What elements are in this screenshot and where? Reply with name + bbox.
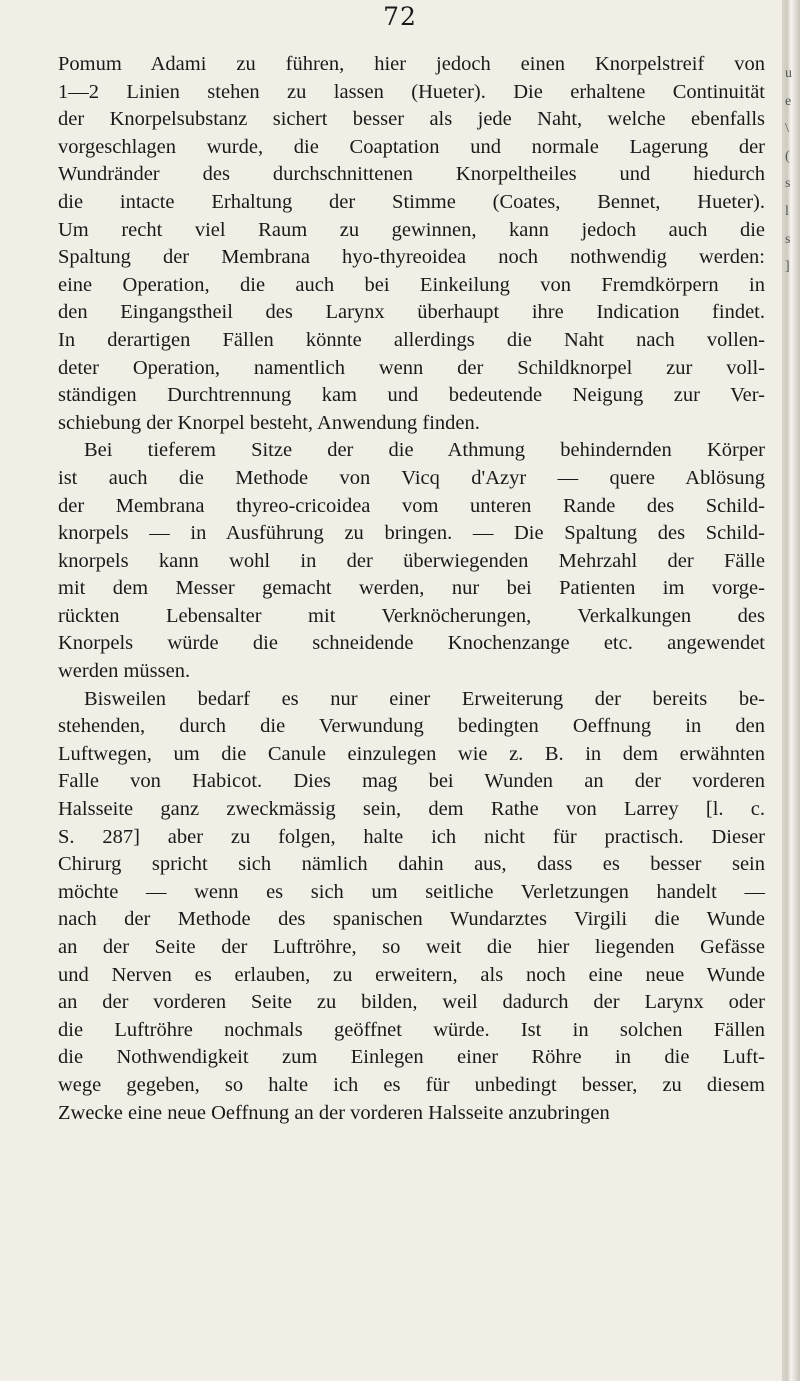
text-line: und Nerven es erlauben, zu erweitern, als noch eine neue Wunde	[58, 963, 765, 986]
text-line: wege gegeben, so halte ich es für unbedingt besser, zu diesem	[58, 1073, 765, 1096]
text-line: schiebung der Knorpel besteht, Anwendung finden.	[58, 411, 480, 434]
text-line: Bei tieferem Sitze der die Athmung behindernden Körper	[84, 439, 765, 462]
text-line: Bisweilen bedarf es nur einer Erweiterung der bereits be-	[84, 687, 765, 710]
edge-mark: (	[785, 148, 790, 164]
text-line: die Luftröhre nochmals geöffnet würde. Ist in solchen Fällen	[58, 1018, 765, 1041]
text-line: S. 287] aber zu folgen, halte ich nicht für practisch. Dieser	[58, 825, 765, 848]
edge-mark: l	[785, 203, 789, 219]
text-line: ständigen Durchtrennung kam und bedeutende Neigung zur Ver-	[58, 384, 765, 407]
adjacent-page-marks	[785, 60, 797, 281]
text-line: den Eingangstheil des Larynx überhaupt ihre Indication findet.	[58, 301, 765, 324]
text-line: möchte — wenn es sich um seitliche Verletzungen handelt —	[58, 880, 765, 903]
edge-mark: u	[785, 66, 792, 81]
text-line: die Nothwendigkeit zum Einlegen einer Röhre in die Luft-	[58, 1046, 765, 1069]
text-line: Um recht viel Raum zu gewinnen, kann jedoch auch die	[58, 218, 765, 241]
text-line: vorgeschlagen wurde, die Coaptation und normale Lagerung der	[58, 135, 765, 158]
text-line: stehenden, durch die Verwundung bedingten Oeffnung in den	[58, 715, 765, 738]
text-line: der Membrana thyreo-cricoidea vom unteren Rande des Schild-	[58, 494, 765, 517]
text-line: Falle von Habicot. Dies mag bei Wunden an der vorderen	[58, 770, 765, 793]
edge-mark: \	[785, 121, 789, 137]
text-line: knorpels kann wohl in der überwiegenden Mehrzahl der Fälle	[58, 549, 765, 572]
text-line: knorpels — in Ausführung zu bringen. — Die Spaltung des Schild-	[58, 522, 765, 545]
text-line: Zwecke eine neue Oeffnung an der vorderen Halsseite anzubringen	[58, 1101, 610, 1124]
edge-mark: s	[785, 176, 791, 192]
text-line: an der Seite der Luftröhre, so weit die hier liegenden Gefässe	[58, 936, 765, 958]
paragraph	[58, 437, 765, 685]
text-line: an der vorderen Seite zu bilden, weil dadurch der Larynx oder	[58, 991, 765, 1014]
edge-mark: e	[785, 93, 792, 109]
text-line: In derartigen Fällen könnte allerdings die Naht nach vollen-	[58, 328, 765, 351]
text-line: rückten Lebensalter mit Verknöcherungen, Verkalkungen des	[58, 604, 765, 627]
text-line: Halsseite ganz zweckmässig sein, dem Rathe von Larrey [l. c.	[58, 798, 765, 821]
text-line: Chirurg spricht sich nämlich dahin aus, dass es besser sein	[58, 853, 765, 876]
body-text	[58, 51, 765, 1127]
text-line: Pomum Adami zu führen, hier jedoch einen Knorpelstreif von	[58, 53, 765, 75]
text-line: werden müssen.	[58, 660, 191, 683]
text-line: Wundränder des durchschnittenen Knorpeltheiles und hiedurch	[58, 163, 765, 186]
text-line: 1—2 Linien stehen zu lassen (Hueter). Die erhaltene Continuität	[58, 80, 765, 103]
text-line: nach der Methode des spanischen Wundarztes Virgili die Wunde	[58, 908, 765, 931]
paragraph	[58, 51, 765, 437]
text-line: der Knorpelsubstanz sichert besser als jede Naht, welche ebenfalls	[58, 108, 765, 131]
text-line: deter Operation, namentlich wenn der Schildknorpel zur voll-	[58, 356, 765, 379]
text-line: Spaltung der Membrana hyo-thyreoidea noch nothwendig werden:	[58, 246, 765, 269]
page-number: 72	[383, 2, 417, 31]
text-line: ist auch die Methode von Vicq d'Azyr — quere Ablösung	[58, 466, 765, 489]
edge-mark: s	[785, 231, 791, 247]
text-line: Knorpels würde die schneidende Knochenzange etc. angewendet	[58, 632, 765, 655]
text-line: die intacte Erhaltung der Stimme (Coates, Bennet, Hueter).	[58, 190, 765, 213]
text-line: eine Operation, die auch bei Einkeilung von Fremdkörpern in	[58, 273, 765, 296]
paragraph	[58, 686, 765, 1128]
edge-mark: ]	[785, 259, 790, 275]
text-line: Luftwegen, um die Canule einzulegen wie z. B. in dem erwähnten	[58, 742, 765, 765]
text-line: mit dem Messer gemacht werden, nur bei Patienten im vorge-	[58, 577, 765, 600]
